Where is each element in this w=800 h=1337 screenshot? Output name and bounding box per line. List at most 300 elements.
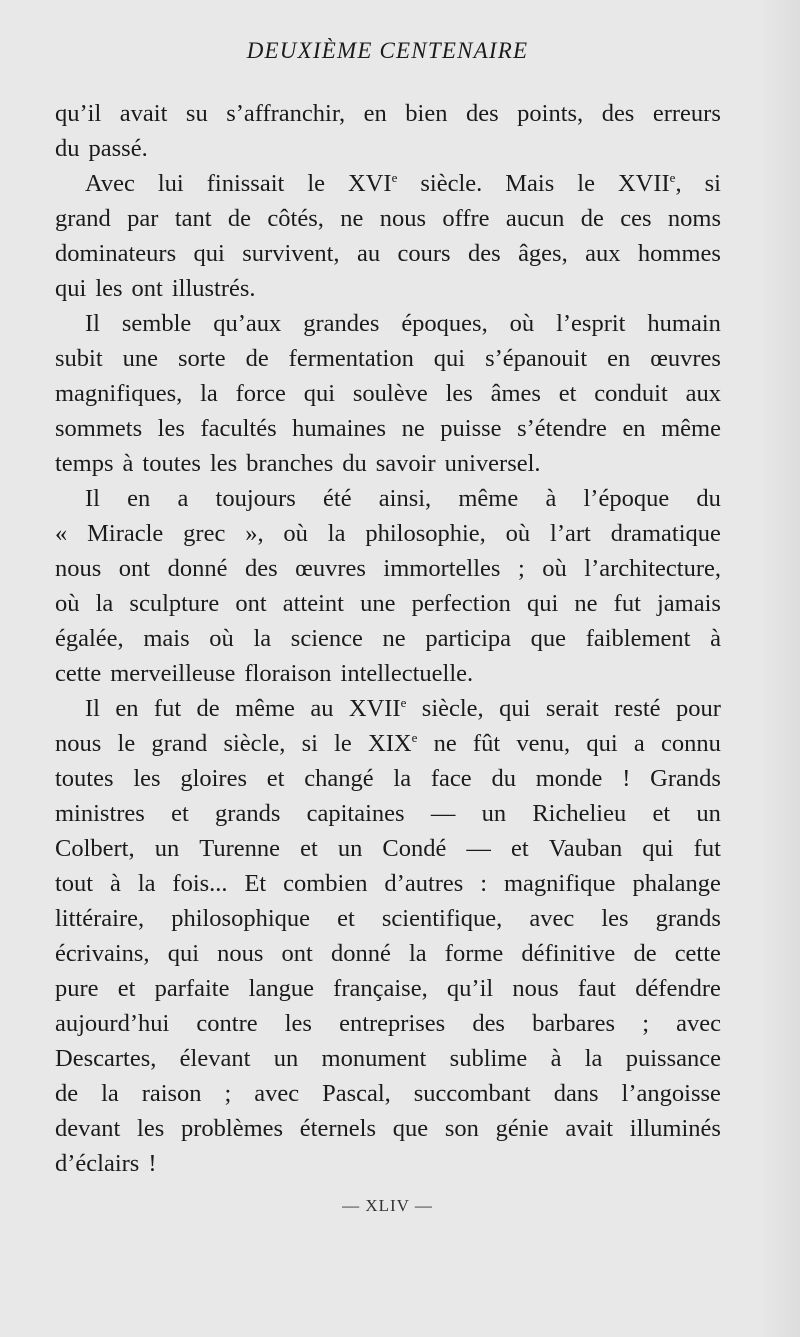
word: siècle, (421, 695, 484, 722)
word: a (633, 730, 645, 757)
word: en (622, 415, 646, 442)
word: philosophie, (365, 520, 486, 547)
word: un (337, 835, 363, 862)
word: fut (693, 835, 721, 862)
text-line (55, 341, 721, 376)
word: dominateurs (55, 240, 177, 267)
word: Grands (650, 765, 721, 792)
word: Et (244, 870, 267, 897)
word: Descartes, (55, 1045, 157, 1072)
word: la (584, 1045, 603, 1072)
word: avec (676, 1010, 721, 1037)
word: aux (585, 240, 621, 267)
word: Condé (382, 835, 447, 862)
word: cette (55, 660, 102, 687)
word: qu’il (55, 100, 102, 127)
word: égalée, (55, 625, 124, 652)
text-line (55, 376, 721, 411)
text-line (55, 201, 721, 236)
text-line (55, 691, 721, 726)
word: changé (304, 765, 374, 792)
word: du (491, 765, 516, 792)
word: survivent, (242, 240, 340, 267)
word: les (137, 1115, 165, 1142)
text-line (55, 306, 721, 341)
text-line (55, 726, 721, 761)
word: fermentation (288, 345, 414, 372)
word: à (122, 450, 134, 477)
word: les (95, 275, 123, 302)
word: du (696, 485, 721, 512)
word: l’époque (583, 485, 670, 512)
word: que (530, 625, 567, 652)
word: jamais (656, 590, 721, 617)
word: mais (143, 625, 190, 652)
word: de (580, 205, 604, 232)
word: un (154, 835, 180, 862)
word: même (235, 695, 295, 722)
word: illuminés (629, 1115, 721, 1142)
word: intellectuelle. (340, 660, 474, 687)
word: conduit (594, 380, 668, 407)
word: dramatique (610, 520, 721, 547)
word: et (558, 380, 577, 407)
text-line (55, 166, 721, 201)
word: s’étendre (517, 415, 607, 442)
word: l’architecture, (584, 555, 721, 582)
word: ; (642, 1010, 649, 1037)
word: les (445, 380, 473, 407)
text-line (55, 936, 721, 971)
word: âmes (490, 380, 541, 407)
word: le (307, 170, 326, 197)
word: ne (340, 205, 364, 232)
word: barbares (532, 1010, 616, 1037)
word: grand (151, 730, 208, 757)
word: par (127, 205, 159, 232)
word: entreprises (339, 1010, 446, 1037)
word: cours (397, 240, 451, 267)
word: qui (55, 275, 87, 302)
word: âges, (518, 240, 568, 267)
word: ont (118, 555, 151, 582)
word: XIXe (368, 730, 418, 757)
word: élevant (179, 1045, 251, 1072)
word: qui (167, 940, 199, 967)
word: resté (614, 695, 661, 722)
word: été (323, 485, 352, 512)
word: Colbert, (55, 835, 135, 862)
word: qui (586, 730, 618, 757)
word: un (273, 1045, 299, 1072)
word: donné (167, 555, 228, 582)
word: la (253, 625, 272, 652)
word: atteint (282, 590, 344, 617)
word: grand (55, 205, 111, 232)
text-line (55, 796, 721, 831)
word: scientifique, (381, 905, 503, 932)
word: », (245, 520, 264, 547)
word: floraison (244, 660, 332, 687)
word: de (245, 345, 269, 372)
word: Mais (505, 170, 555, 197)
word: génie (495, 1115, 549, 1142)
word: la (137, 870, 156, 897)
word: subit (55, 345, 103, 372)
word: des (244, 555, 278, 582)
word: ! (148, 1150, 157, 1177)
word: du (55, 135, 80, 162)
word: tout (55, 870, 94, 897)
word: sorte (177, 345, 226, 372)
word: son (444, 1115, 479, 1142)
word: ne (382, 625, 406, 652)
word: nous (55, 730, 102, 757)
word: venu, (516, 730, 571, 757)
word: d’éclairs (55, 1150, 140, 1177)
word: des (465, 100, 499, 127)
word: sublime (449, 1045, 528, 1072)
word: noms (667, 205, 721, 232)
word: ne (401, 415, 425, 442)
word: époques, (401, 310, 488, 337)
word: philosophique (171, 905, 311, 932)
word: qui (193, 240, 225, 267)
word: à (710, 625, 721, 652)
page-number: — XLIV — (342, 1196, 433, 1215)
word: Il (85, 695, 100, 722)
word: semble (121, 310, 192, 337)
word: ont (131, 275, 163, 302)
word: avec (254, 1080, 300, 1107)
word: connu (660, 730, 721, 757)
word: raison (141, 1080, 202, 1107)
word: Vauban (548, 835, 623, 862)
text-line (55, 551, 721, 586)
word: nous (379, 205, 427, 232)
word: et (266, 765, 285, 792)
word: ces (620, 205, 652, 232)
word: en (607, 345, 631, 372)
word: des (472, 1010, 505, 1037)
word: la (393, 765, 412, 792)
word: la (327, 520, 346, 547)
word: même (661, 415, 721, 442)
word: à (545, 485, 557, 512)
word: et (510, 835, 529, 862)
word: sculpture (129, 590, 220, 617)
word: grandes (303, 310, 380, 337)
word: force (235, 380, 286, 407)
word: XVIe (348, 170, 398, 197)
word: où (283, 520, 308, 547)
word: tant (174, 205, 212, 232)
word: phalange (632, 870, 721, 897)
word: ministres (55, 800, 145, 827)
text-line (55, 96, 721, 131)
word: magnifique (503, 870, 616, 897)
word: Miracle (87, 520, 164, 547)
text-line (55, 481, 721, 516)
word: ne (433, 730, 457, 757)
word: l’esprit (556, 310, 626, 337)
word: humaines (292, 415, 387, 442)
word: merveilleuse (110, 660, 236, 687)
word: une (122, 345, 158, 372)
word: s’épanouit (485, 345, 588, 372)
word: où (55, 590, 80, 617)
word: ! (622, 765, 631, 792)
word: problèmes (181, 1115, 284, 1142)
word: en (115, 695, 139, 722)
text-line (55, 1076, 721, 1111)
word: au (310, 695, 334, 722)
word: si (704, 170, 721, 197)
word: monument (321, 1045, 427, 1072)
word: où (509, 310, 535, 337)
word: grands (215, 800, 281, 827)
word: Il (85, 310, 100, 337)
word: — (466, 835, 491, 862)
word: s’affranchir, (226, 100, 346, 127)
text-line (55, 761, 721, 796)
word: faiblement (585, 625, 691, 652)
word: aux (685, 380, 721, 407)
word: branches (246, 450, 334, 477)
text-line (55, 656, 721, 691)
word: qui (499, 695, 531, 722)
word: participa (425, 625, 512, 652)
text-line (55, 516, 721, 551)
word: et (117, 975, 136, 1002)
text-line (55, 131, 721, 166)
word: bien (405, 100, 448, 127)
word: nous (217, 940, 264, 967)
word: parfaite (154, 975, 230, 1002)
word: puisse (440, 415, 502, 442)
text-line (55, 1006, 721, 1041)
word: défendre (635, 975, 721, 1002)
word: des (467, 240, 501, 267)
word: Turenne (199, 835, 281, 862)
word: de (55, 1080, 79, 1107)
word: Avec (85, 170, 135, 197)
word: de (633, 940, 657, 967)
word: où (542, 555, 567, 582)
word: fut (613, 590, 641, 617)
word: aujourd’hui (55, 1010, 170, 1037)
word: toutes (55, 765, 114, 792)
word: su (185, 100, 208, 127)
word: la (408, 940, 427, 967)
word: XVIIe, (617, 170, 682, 197)
word: soulève (352, 380, 428, 407)
word: à (550, 1045, 562, 1072)
word: les (284, 1010, 312, 1037)
word: offre (442, 205, 490, 232)
word: qui (433, 345, 466, 372)
word: : (480, 870, 488, 897)
word: sommets (55, 415, 143, 442)
word: forme (444, 940, 504, 967)
word: siècle, (223, 730, 286, 757)
word: Richelieu (532, 800, 627, 827)
word: cette (674, 940, 721, 967)
word: un (481, 800, 507, 827)
word: ont (235, 590, 267, 617)
word: les (209, 450, 238, 477)
text-line (55, 1041, 721, 1076)
word: un (696, 800, 721, 827)
word: contre (196, 1010, 258, 1037)
word: gloires (180, 765, 247, 792)
word: grands (655, 905, 721, 932)
word: où (505, 520, 531, 547)
word: succombant (413, 1080, 531, 1107)
word: les (601, 905, 629, 932)
word: humain (647, 310, 721, 337)
word: de (196, 695, 220, 722)
word: côtés, (267, 205, 324, 232)
text-line (55, 446, 721, 481)
word: où (209, 625, 234, 652)
word: a (177, 485, 189, 512)
word: pure (55, 975, 99, 1002)
word: faut (577, 975, 616, 1002)
word: et (300, 835, 318, 862)
word: ne (574, 590, 598, 617)
word: la (95, 590, 114, 617)
text-line (55, 831, 721, 866)
word: éternels (299, 1115, 376, 1142)
word: littéraire, (55, 905, 145, 932)
text-line (55, 1146, 721, 1181)
word: œuvres (295, 555, 366, 582)
word: hommes (637, 240, 721, 267)
word: nous (512, 975, 559, 1002)
word: serait (545, 695, 599, 722)
word: perfection (411, 590, 511, 617)
text-line (55, 866, 721, 901)
word: finissait (206, 170, 285, 197)
text-line (55, 236, 721, 271)
text-line (55, 586, 721, 621)
word: même (458, 485, 519, 512)
word: erreurs (652, 100, 721, 127)
word: en (363, 100, 387, 127)
word: de (227, 205, 252, 232)
word: aucun (505, 205, 565, 232)
word: lui (157, 170, 184, 197)
word: pour (675, 695, 721, 722)
word: fût (472, 730, 501, 757)
word: ; (517, 555, 525, 582)
word: qu’aux (213, 310, 282, 337)
word: Pascal, (322, 1080, 391, 1107)
word: et (337, 905, 355, 932)
word: immortelles (383, 555, 501, 582)
word: monde (535, 765, 603, 792)
word: combien (283, 870, 368, 897)
word: puissance (625, 1045, 721, 1072)
word: face (430, 765, 472, 792)
running-head: DEUXIÈME CENTENAIRE (246, 38, 529, 63)
word: magnifiques, (55, 380, 183, 407)
word: qui (527, 590, 559, 617)
word: donné (330, 940, 391, 967)
page-edge-shadow (760, 0, 800, 1337)
word: ont (281, 940, 313, 967)
word: temps (55, 450, 114, 477)
word: qui (303, 380, 336, 407)
word: avait (565, 1115, 614, 1142)
text-line (55, 271, 721, 306)
word: qu’il (446, 975, 494, 1002)
word: une (360, 590, 396, 617)
word: nous (55, 555, 102, 582)
word: et (171, 800, 189, 827)
word: avait (119, 100, 168, 127)
word: l’art (550, 520, 591, 547)
word: « (55, 520, 68, 547)
word: en (127, 485, 151, 512)
word: fut (153, 695, 182, 722)
word: le (334, 730, 352, 757)
word: les (133, 765, 161, 792)
word: facultés (200, 415, 277, 442)
word: française, (333, 975, 428, 1002)
word: savoir (375, 450, 436, 477)
word: ; (224, 1080, 232, 1107)
text-line (55, 901, 721, 936)
word: universel. (444, 450, 541, 477)
word: passé. (88, 135, 148, 162)
word: — (430, 800, 456, 827)
word: le (117, 730, 136, 757)
word: des (601, 100, 635, 127)
word: œuvres (650, 345, 721, 372)
word: définitive (521, 940, 616, 967)
word: dans (553, 1080, 599, 1107)
word: toutes (142, 450, 201, 477)
word: et (652, 800, 671, 827)
word: Il (85, 485, 100, 512)
word: la (101, 1080, 119, 1107)
body-text (55, 96, 721, 1181)
word: avec (529, 905, 575, 932)
word: grec (183, 520, 226, 547)
word: du (342, 450, 367, 477)
word: devant (55, 1115, 121, 1142)
word: toujours (215, 485, 296, 512)
word: ainsi, (378, 485, 432, 512)
word: langue (248, 975, 314, 1002)
text-line (55, 621, 721, 656)
word: à (110, 870, 121, 897)
word: les (157, 415, 185, 442)
text-line (55, 971, 721, 1006)
word: XVIIe (348, 695, 407, 722)
word: siècle. (420, 170, 483, 197)
word: écrivains, (55, 940, 150, 967)
word: fois... (172, 870, 228, 897)
word: que (392, 1115, 429, 1142)
word: illustrés. (171, 275, 256, 302)
word: d’autres (384, 870, 464, 897)
text-line (55, 411, 721, 446)
word: le (577, 170, 595, 197)
word: points, (517, 100, 584, 127)
